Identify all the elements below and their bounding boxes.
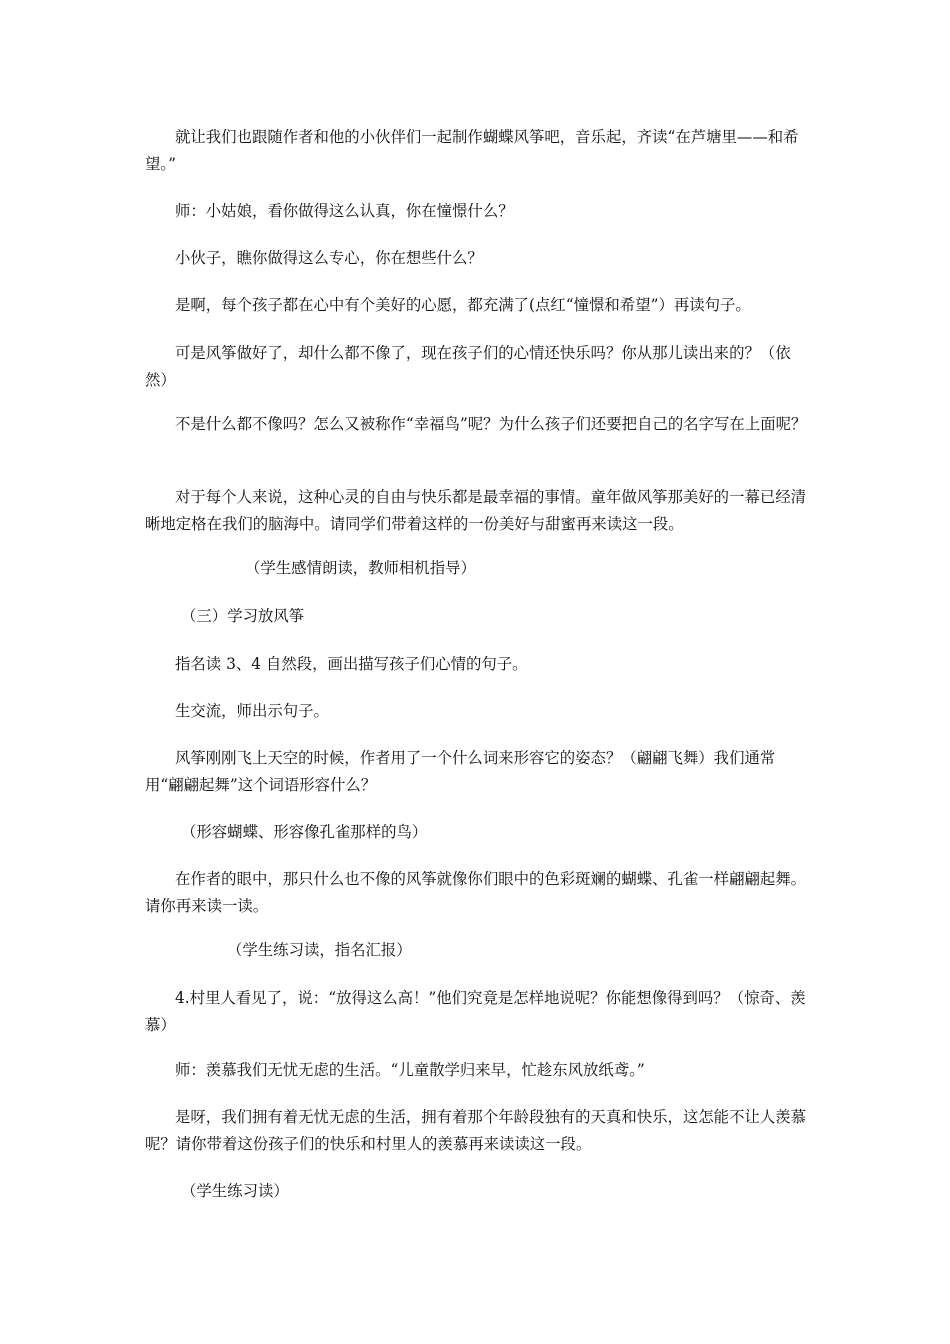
- paragraph-kite-flying: 风筝刚刚飞上天空的时候，作者用了一个什么词来形容它的姿态？（翩翩飞舞）我们通常用“翩翩起舞”这个词语形容什么？: [145, 749, 776, 794]
- paragraph-wish: 是啊，每个孩子都在心中有个美好的心愿，都充满了(点红“憧憬和希望”）再读句子。: [175, 296, 751, 314]
- paragraph-villagers: 4.村里人看见了，说：“放得这么高！”他们究竟是怎样地说呢？你能想像得到吗？（惊奇、羡慕）: [145, 989, 806, 1034]
- paragraph-happy-bird: 不是什么都不像吗？怎么又被称作“幸福鸟”呢？为什么孩子们还要把自己的名字写在上面呢？: [175, 415, 807, 433]
- paragraph-freedom: 对于每个人来说，这种心灵的自由与快乐都是最幸福的事情。童年做风筝那美好的一幕已经清晰地定格在我们的脑海中。请同学们带着这样的一份美好与甜蜜再来读这一段。: [145, 488, 807, 533]
- paragraph-teacher-question-girl: 师：小姑娘，看你做得这么认真，你在憧憬什么？: [175, 202, 514, 220]
- paragraph-practice: （学生练习读）: [181, 1182, 289, 1200]
- paragraph-exchange: 生交流，师出示句子。: [175, 702, 329, 720]
- paragraph-practice-report: （学生练习读，指名汇报）: [227, 941, 412, 959]
- section-heading-fly-kite: （三）学习放风筝: [181, 607, 305, 625]
- paragraph-read-3-4: 指名读 3、4 自然段，画出描写孩子们心情的句子。: [175, 655, 528, 673]
- paragraph-intro: 就让我们也跟随作者和他的小伙伴们一起制作蝴蝶风筝吧，音乐起，齐读“在芦塘里——和希望。”: [145, 128, 799, 173]
- paragraph-kite-done: 可是风筝做好了，却什么都不像了，现在孩子们的心情还快乐吗？你从那儿读出来的？（依然）: [145, 344, 791, 389]
- paragraph-question-boy: 小伙子，瞧你做得这么专心，你在想些什么？: [175, 249, 483, 267]
- paragraph-carefree: 是呀，我们拥有着无忧无虑的生活，拥有着那个年龄段独有的天真和快乐，这怎能不让人羡慕呢？请你带着这份孩子们的快乐和村里人的羡慕再来读读这一段。: [145, 1108, 807, 1153]
- paragraph-author-eyes: 在作者的眼中，那只什么也不像的风筝就像你们眼中的色彩斑斓的蝴蝶、孔雀一样翩翩起舞。请你再来读一读。: [145, 870, 807, 915]
- paragraph-envy: 师：羡慕我们无忧无虑的生活。“儿童散学归来早，忙趁东风放纸鸢。”: [175, 1061, 645, 1079]
- paragraph-butterfly: （形容蝴蝶、形容像孔雀那样的鸟）: [181, 823, 428, 841]
- paragraph-emotional-reading: （学生感情朗读，教师相机指导）: [245, 559, 476, 577]
